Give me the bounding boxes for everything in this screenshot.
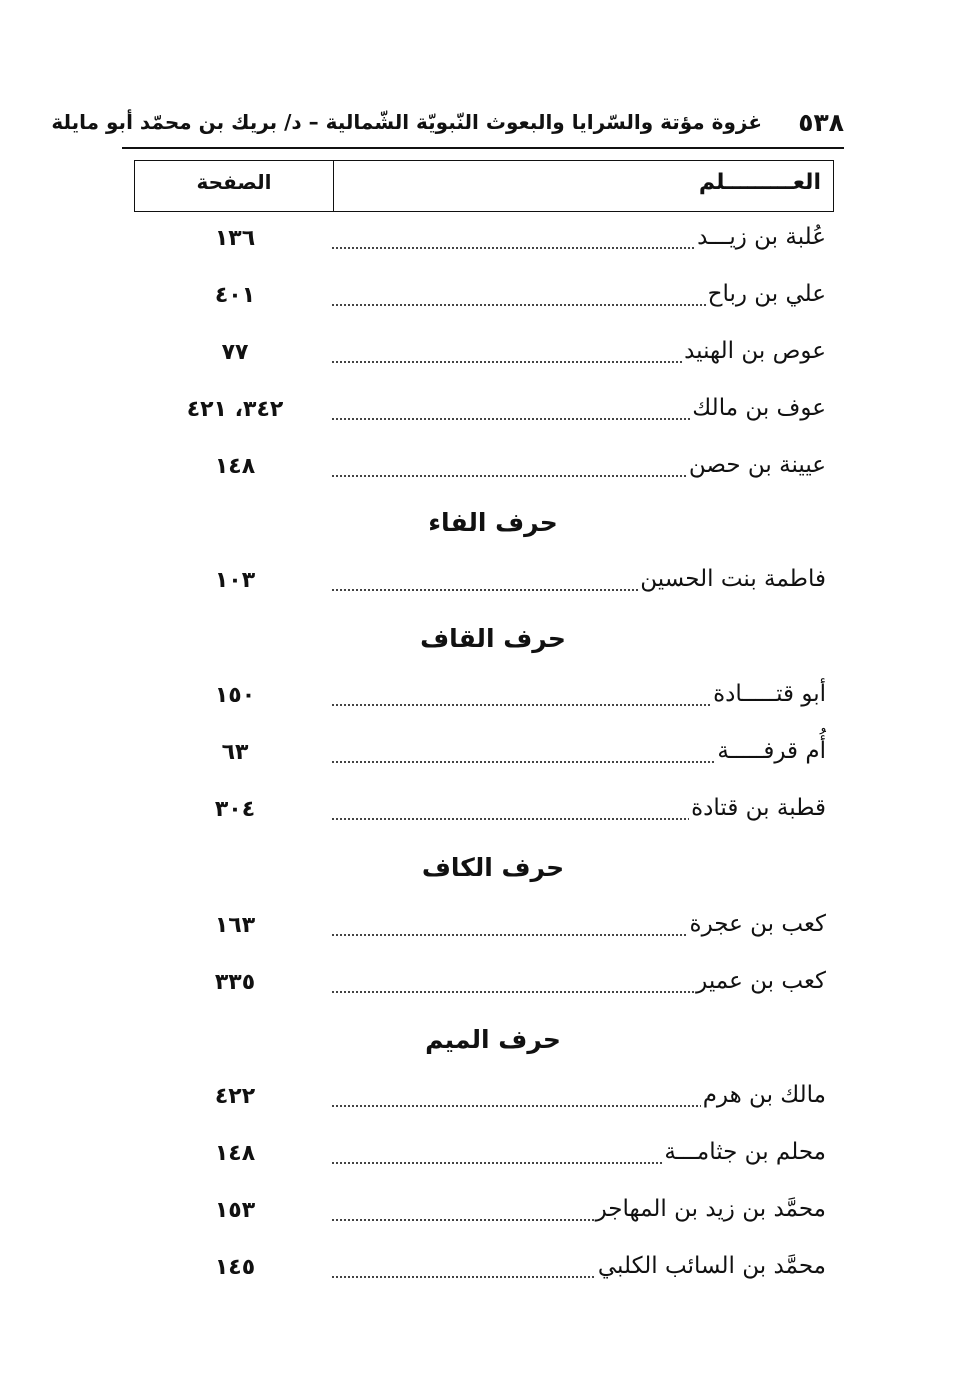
index-entry [160, 281, 826, 317]
index-entry [160, 1082, 826, 1118]
index-entry [160, 795, 826, 831]
entry-page: ٣٣٥ [214, 970, 256, 995]
entry-page: ٣٠٤ [214, 797, 256, 822]
index-entry [160, 566, 826, 602]
entry-page: ١٥٠ [214, 683, 256, 708]
entry-name: كعب بن عجرة [689, 911, 826, 937]
entry-page: ١٤٨ [214, 454, 256, 479]
entry-name: مالك بن هرم [702, 1082, 826, 1108]
entry-page: ١٥٣ [214, 1198, 256, 1223]
section-heading: حرف الفاء [428, 508, 558, 537]
column-page-label: الصفحة [196, 170, 272, 194]
section-heading: حرف الكاف [421, 853, 565, 882]
entry-page: ٦٣ [221, 740, 249, 765]
index-entry [160, 338, 826, 374]
page-number: ٥٣٨ [798, 108, 844, 137]
header-rule [122, 147, 844, 149]
index-entry [160, 738, 826, 774]
index-entry [160, 1253, 826, 1289]
index-entry [160, 224, 826, 260]
entry-name: عوف بن مالك [692, 395, 826, 421]
entry-name: فاطمة بنت الحسين [640, 566, 826, 592]
index-entry [160, 395, 826, 431]
entry-page: ١٤٨ [214, 1141, 256, 1166]
column-name-label: العـــــــــلم [698, 170, 821, 195]
entry-page: ١٦٣ [214, 913, 256, 938]
entry-name: عوص بن الهنيد [684, 338, 826, 364]
entry-page: ٤٢٢ [214, 1084, 256, 1109]
entry-page: ٤٠١ [214, 283, 256, 308]
index-entry [160, 681, 826, 717]
entry-name: محلم بن جثامـــة [664, 1139, 826, 1165]
column-divider [333, 161, 334, 211]
index-entry [160, 452, 826, 488]
entry-name: محمَّد بن زيد بن المهاجر [595, 1196, 826, 1222]
entry-page: ٧٧ [221, 340, 249, 365]
index-entry [160, 1196, 826, 1232]
entry-name: عيينة بن حصن [688, 452, 826, 478]
section-heading: حرف الميم [425, 1025, 561, 1054]
entry-name: أُم قرفـــــة [717, 738, 826, 764]
index-entry [160, 1139, 826, 1175]
entry-name: قطبة بن قتادة [691, 795, 826, 821]
entry-name: كعب بن عمير [696, 968, 826, 994]
index-entry [160, 968, 826, 1004]
column-header [134, 160, 834, 212]
entry-page: ٣٤٢، ٤٢١ [186, 397, 284, 422]
running-header [51, 102, 844, 146]
entry-page: ١٠٣ [214, 568, 256, 593]
entry-name: علي بن رباح [707, 281, 826, 307]
entry-name: عُلبة بن زيـــد [697, 224, 826, 250]
entry-name: محمَّد بن السائب الكلبي [597, 1253, 826, 1279]
entry-page: ١٣٦ [214, 226, 256, 251]
entry-page: ١٤٥ [214, 1255, 256, 1280]
section-heading: حرف القاف [420, 624, 566, 653]
running-title: غزوة مؤتة والسّرايا والبعوث النّبويّة الشّمالية – د/ بريك بن محمّد أبو مايلة [51, 110, 762, 134]
entry-name: أبو قتـــــادة [713, 681, 826, 707]
index-entry [160, 911, 826, 947]
